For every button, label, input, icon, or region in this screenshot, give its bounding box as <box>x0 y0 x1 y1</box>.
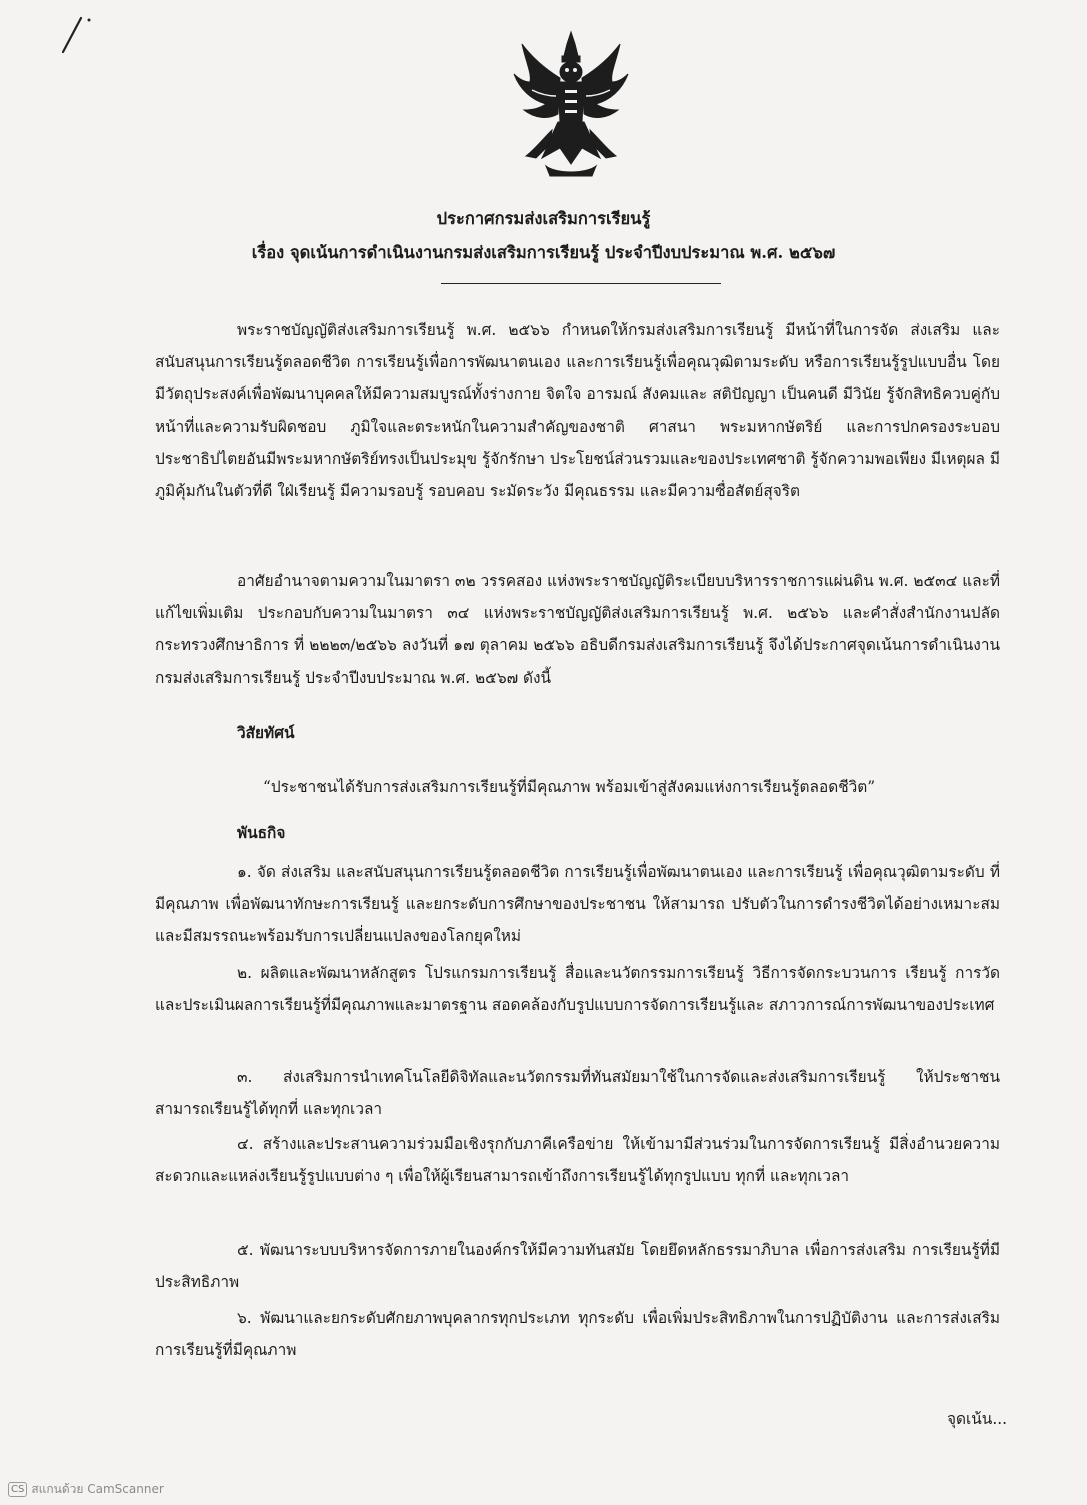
vision-statement: “ประชาชนได้รับการส่งเสริมการเรียนรู้ที่มีคุณภาพ พร้อมเข้าสู่สังคมแห่งการเรียนรู้ตลอดชีวิต” <box>263 778 876 796</box>
mission-item-6: ๖. พัฒนาและยกระดับศักยภาพบุคลากรทุกประเภท ทุกระดับ เพื่อเพิ่มประสิทธิภาพในการปฏิบัติงาน และการส่งเสริมการเรียนรู้ที่มีคุณภาพ <box>155 1309 1000 1360</box>
scanner-watermark <box>8 1480 164 1499</box>
mission-item-5: ๕. พัฒนาระบบบริหารจัดการภายในองค์กรให้มีความทันสมัย โดยยึดหลักธรรมาภิบาล เพื่อการส่งเสริม การเรียนรู้ที่มีประสิทธิภาพ <box>155 1241 1000 1292</box>
mission-item-1: ๑. จัด ส่งเสริม และสนับสนุนการเรียนรู้ตลอดชีวิต การเรียนรู้เพื่อพัฒนาตนเอง และการเรียนรู้ เพื่อคุณวุฒิตามระดับ ที่มีคุณภาพ เพื่อพัฒนาทักษะการเรียนรู้ และยกระดับการศึกษาของประชาชน ให้สามารถ ปรับตัวในการดำรงชีวิตได้อย่างเหมาะสม และมีสมรรถนะพร้อมรับการเปลี่ยนแปลงของโลกยุคใหม่ <box>155 863 1000 946</box>
title-divider <box>441 283 721 284</box>
continuation-marker: จุดเน้น... <box>947 1410 1007 1428</box>
camscanner-logo-icon: CS <box>8 1482 27 1497</box>
scanner-text: สแกนด้วย CamScanner <box>31 1482 164 1496</box>
pen-mark-icon <box>55 10 105 55</box>
mission-item-2: ๒. ผลิตและพัฒนาหลักสูตร โปรแกรมการเรียนรู้ สื่อและนวัตกรรมการเรียนรู้ วิธีการจัดกระบวนการ เรียนรู้ การวัดและประเมินผลการเรียนรู้ที่มีคุณภาพและมาตรฐาน สอดคล้องกับรูปแบบการจัดการเรียนรู้และ สภาวการณ์การพัฒนาของประเทศ <box>155 964 1000 1015</box>
mission-heading: พันธกิจ <box>237 824 286 842</box>
vision-heading: วิสัยทัศน์ <box>237 724 295 742</box>
authority-paragraph: อาศัยอำนาจตามความในมาตรา ๓๒ วรรคสอง แห่งพระราชบัญญัติระเบียบบริหารราชการแผ่นดิน พ.ศ. ๒๕๓๔ และที่แก้ไขเพิ่มเติม ประกอบกับความในมาตรา ๓๔ แห่งพระราชบัญญัติส่งเสริมการเรียนรู้ พ.ศ. ๒๕๖๖ และคำสั่งสำนักงานปลัดกระทรวงศึกษาธิการ ที่ ๒๒๒๓/๒๕๖๖ ลงวันที่ ๑๗ ตุลาคม ๒๕๖๖ อธิบดีกรมส่งเสริมการเรียนรู้ จึงได้ประกาศจุดเน้นการดำเนินงาน กรมส่งเสริมการเรียนรู้ ประจำปีงบประมาณ พ.ศ. ๒๕๖๗ ดังนี้ <box>155 572 1000 687</box>
intro-paragraph: พระราชบัญญัติส่งเสริมการเรียนรู้ พ.ศ. ๒๕๖๖ กำหนดให้กรมส่งเสริมการเรียนรู้ มีหน้าที่ในการจัด ส่งเสริม และสนับสนุนการเรียนรู้ตลอดชีวิต การเรียนรู้เพื่อการพัฒนาตนเอง และการเรียนรู้เพื่อคุณวุฒิตามระดับ หรือการเรียนรู้รูปแบบอื่น โดยมีวัตถุประสงค์เพื่อพัฒนาบุคคลให้มีความสมบูรณ์ทั้งร่างกาย จิตใจ อารมณ์ สังคมและ สติปัญญา เป็นคนดี มีวินัย รู้จักสิทธิควบคู่กับหน้าที่และความรับผิดชอบ ภูมิใจและตระหนักในความสำคัญของชาติ ศาสนา พระมหากษัตริย์ และการปกครองระบอบประชาธิปไตยอันมีพระมหากษัตริย์ทรงเป็นประมุข รู้จักรักษา ประโยชน์ส่วนรวมและของประเทศชาติ รู้จักความพอเพียง มีเหตุผล มีภูมิคุ้มกันในตัวที่ดี ใฝ่เรียนรู้ มีความรอบรู้ รอบคอบ ระมัดระวัง มีคุณธรรม และมีความซื่อสัตย์สุจริต <box>155 321 1000 501</box>
announcement-subject: เรื่อง จุดเน้นการดำเนินงานกรมส่งเสริมการเรียนรู้ ประจำปีงบประมาณ พ.ศ. ๒๕๖๗ <box>251 243 836 262</box>
mission-item-4: ๔. สร้างและประสานความร่วมมือเชิงรุกกับภาคีเครือข่าย ให้เข้ามามีส่วนร่วมในการจัดการเรียนรู้ มีสิ่งอำนวยความสะดวกและแหล่งเรียนรู้รูปแบบต่าง ๆ เพื่อให้ผู้เรียนสามารถเข้าถึงการเรียนรู้ได้ทุกรูปแบบ ทุกที่ และทุกเวลา <box>155 1135 1000 1186</box>
mission-item-3: ๓. ส่งเสริมการนำเทคโนโลยีดิจิทัลและนวัตกรรมที่ทันสมัยมาใช้ในการจัดและส่งเสริมการเรียนรู้ ให้ประชาชนสามารถเรียนรู้ได้ทุกที่ และทุกเวลา <box>155 1068 1000 1119</box>
announcement-title: ประกาศกรมส่งเสริมการเรียนรู้ <box>436 209 651 228</box>
garuda-emblem-icon <box>512 30 630 180</box>
